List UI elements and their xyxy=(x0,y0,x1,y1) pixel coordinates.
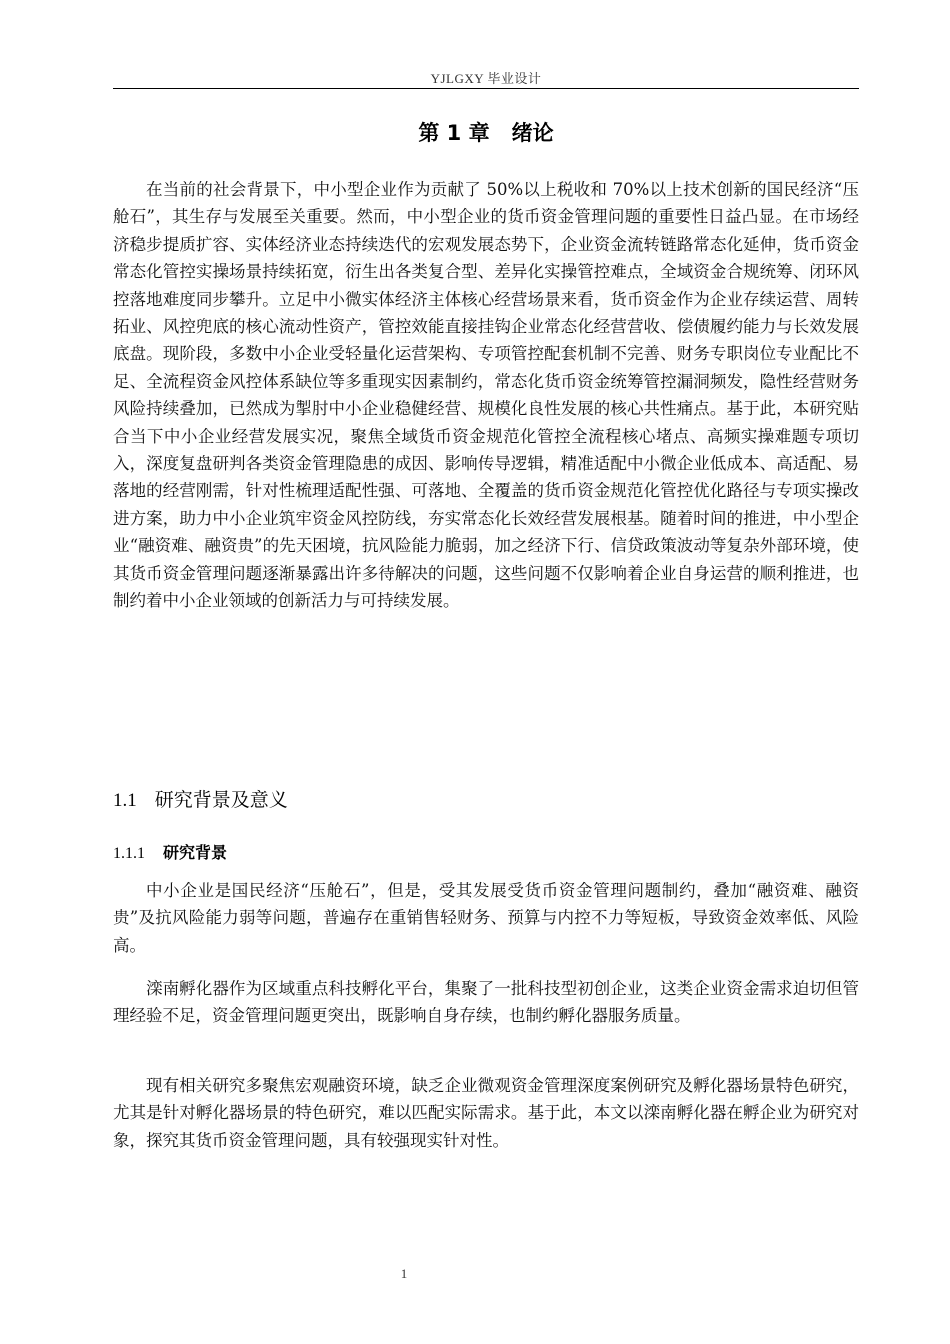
background-paragraph: 现有相关研究多聚焦宏观融资环境，缺乏企业微观资金管理深度案例研究及孵化器场景特色研究，尤其是针对孵化器场景的特色研究，难以匹配实际需求。基于此，本文以滦南孵化器在孵企业为研究对象，探究其货币资金管理问题，具有较强现实针对性。 xyxy=(113,1076,859,1150)
section-title: 研究背景及意义 xyxy=(154,789,288,811)
intro-paragraph: 在当前的社会背景下，中小型企业作为贡献了 50%以上税收和 70%以上技术创新的国民经济“压舱石”，其生存与发展至关重要。然而，中小型企业的货币资金管理问题的重要性日益凸显。在市场经济稳步提质扩容、实体经济业态持续迭代的宏观发展态势下，企业资金流转链路常态化延伸，货币资金常态化管控实操场景持续拓宽，衍生出各类复合型、差异化实操管控难点，全域资金合规统筹、闭环风控落地难度同步攀升。立足中小微实体经济主体核心经营场景来看，货币资金作为企业存续运营、周转拓业、风控兜底的核心流动性资产，管控效能直接挂钩企业常态化经营营收、偿债履约能力与长效发展底盘。现阶段，多数中小企业受轻量化运营架构、专项管控配套机制不完善、财务专职岗位专业配比不足、全流程资金风控体系缺位等多重现实因素制约，常态化货币资金统筹管控漏洞频发，隐性经营财务风险持续叠加，已然成为掣肘中小企业稳健经营、规模化良性发展的核心共性痛点。基于此，本研究贴合当下中小企业经营发展实况，聚焦全域货币资金规范化管控全流程核心堵点、高频实操难题专项切入，深度复盘研判各类资金管理隐患的成因、影响传导逻辑，精准适配中小微企业低成本、高适配、易落地的经营刚需，针对性梳理适配性强、可落地、全覆盖的货币资金规范化管控优化路径与专项实操改进方案，助力中小企业筑牢资金风控防线，夯实常态化长效经营发展根基。随着时间的推进，中小型企业“融资难、融资贵”的先天困境，抗风险能力脆弱，加之经济下行、信贷政策波动等复杂外部环境，使其货币资金管理问题逐渐暴露出许多待解决的问题，这些问题不仅影响着企业自身运营的顺利推进，也制约着中小企业领域的创新活力与可持续发展。 xyxy=(113,180,859,611)
header-rule xyxy=(113,88,859,89)
section-heading xyxy=(113,785,288,812)
chapter-name: 绪论 xyxy=(511,121,554,145)
section-number: 1.1 xyxy=(113,790,137,811)
background-paragraph: 中小企业是国民经济“压舱石”，但是，受其发展受货币资金管理问题制约，叠加“融资难、融资贵”及抗风险能力弱等问题，普遍存在重销售轻财务、预算与内控不力等短板，导致资金效率低、风险高。 xyxy=(113,881,859,955)
running-header: YJLGXY 毕业设计 xyxy=(430,71,542,86)
background-paragraph: 滦南孵化器作为区域重点科技孵化平台，集聚了一批科技型初创企业，这类企业资金需求迫切但管理经验不足，资金管理问题更突出，既影响自身存续，也制约孵化器服务质量。 xyxy=(113,979,859,1026)
subsection-heading xyxy=(113,840,227,863)
chapter-number: 第 1 章 xyxy=(418,121,490,145)
chapter-title xyxy=(113,117,859,147)
subsection-title: 研究背景 xyxy=(163,843,228,862)
subsection-number: 1.1.1 xyxy=(113,845,145,862)
page-number: 1 xyxy=(400,1266,408,1281)
